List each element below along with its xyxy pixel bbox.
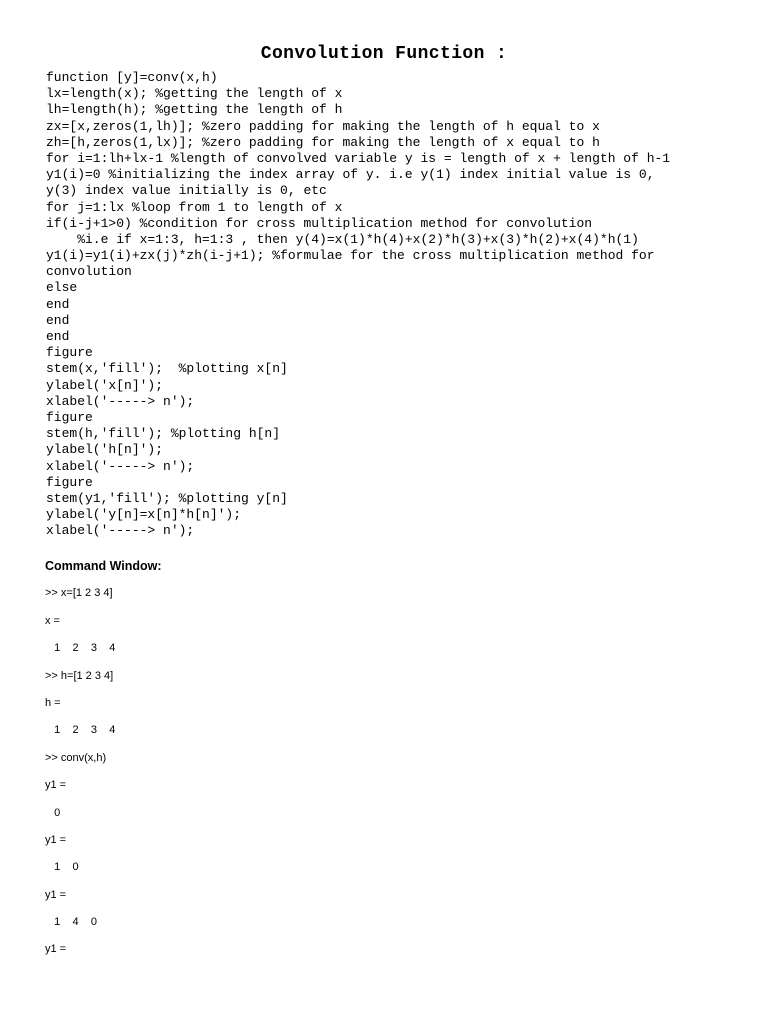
command-window-line: 1 4 0 bbox=[45, 916, 97, 929]
command-window-line: y1 = bbox=[45, 833, 67, 846]
code-listing bbox=[46, 70, 746, 539]
command-window-line: x = bbox=[45, 614, 60, 627]
code-line: figure bbox=[46, 474, 93, 490]
command-window-line: 0 bbox=[45, 806, 61, 819]
command-window-output bbox=[45, 585, 745, 968]
code-line: y(3) index value initially is 0, etc bbox=[46, 183, 327, 199]
code-line: ylabel('h[n]'); bbox=[46, 442, 164, 458]
command-window-heading: Command Window: bbox=[45, 559, 162, 573]
code-line: function [y]=conv(x,h) bbox=[46, 70, 218, 85]
code-line: end bbox=[46, 296, 70, 312]
code-line: y1(i)=0 %initializing the index array of y. i.e y(1) index initial value is 0, bbox=[46, 167, 655, 183]
command-window-line: y1 = bbox=[45, 943, 67, 956]
command-window-line: h = bbox=[45, 696, 61, 709]
code-line: stem(x,'fill'); %plotting x[n] bbox=[46, 361, 288, 377]
code-line: figure bbox=[46, 345, 93, 361]
code-line: end bbox=[46, 312, 70, 328]
code-line: end bbox=[46, 329, 70, 344]
code-line: xlabel('-----> n'); bbox=[46, 523, 195, 539]
command-window-line: 1 2 3 4 bbox=[45, 642, 116, 655]
command-window-line: 1 0 bbox=[45, 861, 79, 874]
code-line: lx=length(x); %getting the length of x bbox=[46, 86, 343, 102]
code-line: xlabel('-----> n'); bbox=[46, 393, 195, 409]
code-line: zx=[x,zeros(1,lh)]; %zero padding for making the length of h equal to x bbox=[46, 118, 600, 134]
code-line: zh=[h,zeros(1,lx)]; %zero padding for making the length of x equal to h bbox=[46, 134, 600, 150]
code-line: stem(y1,'fill'); %plotting y[n] bbox=[46, 490, 288, 506]
code-line: stem(h,'fill'); %plotting h[n] bbox=[46, 426, 281, 442]
command-window-line: >> h=[1 2 3 4] bbox=[45, 669, 114, 682]
code-line: figure bbox=[46, 409, 93, 425]
code-line: %i.e if x=1:3, h=1:3 , then y(4)=x(1)*h(4)+x(2)*h(3)+x(3)*h(2)+x(4)*h(1) bbox=[46, 231, 639, 247]
code-line: ylabel('x[n]'); bbox=[46, 377, 164, 393]
command-window-line: >> x=[1 2 3 4] bbox=[45, 587, 113, 600]
code-line: for j=1:lx %loop from 1 to length of x bbox=[46, 199, 343, 215]
document-title: Convolution Function : bbox=[260, 44, 508, 64]
code-line: ylabel('y[n]=x[n]*h[n]'); bbox=[46, 507, 242, 523]
command-window-section bbox=[45, 558, 745, 969]
command-window-line: y1 = bbox=[45, 779, 67, 792]
command-window-line: 1 2 3 4 bbox=[45, 724, 116, 737]
code-line: for i=1:lh+lx-1 %length of convolved variable y is = length of x + length of h-1 bbox=[46, 150, 671, 166]
code-line: lh=length(h); %getting the length of h bbox=[46, 102, 343, 118]
code-line: convolution bbox=[46, 264, 132, 280]
code-line: if(i-j+1>0) %condition for cross multiplication method for convolution bbox=[46, 215, 593, 231]
code-line: y1(i)=y1(i)+zx(j)*zh(i-j+1); %formulae for the cross multiplication method for bbox=[46, 248, 655, 264]
code-line: xlabel('-----> n'); bbox=[46, 458, 195, 474]
command-window-line: >> conv(x,h) bbox=[45, 751, 107, 764]
code-line: else bbox=[46, 280, 78, 296]
command-window-line: y1 = bbox=[45, 888, 67, 901]
